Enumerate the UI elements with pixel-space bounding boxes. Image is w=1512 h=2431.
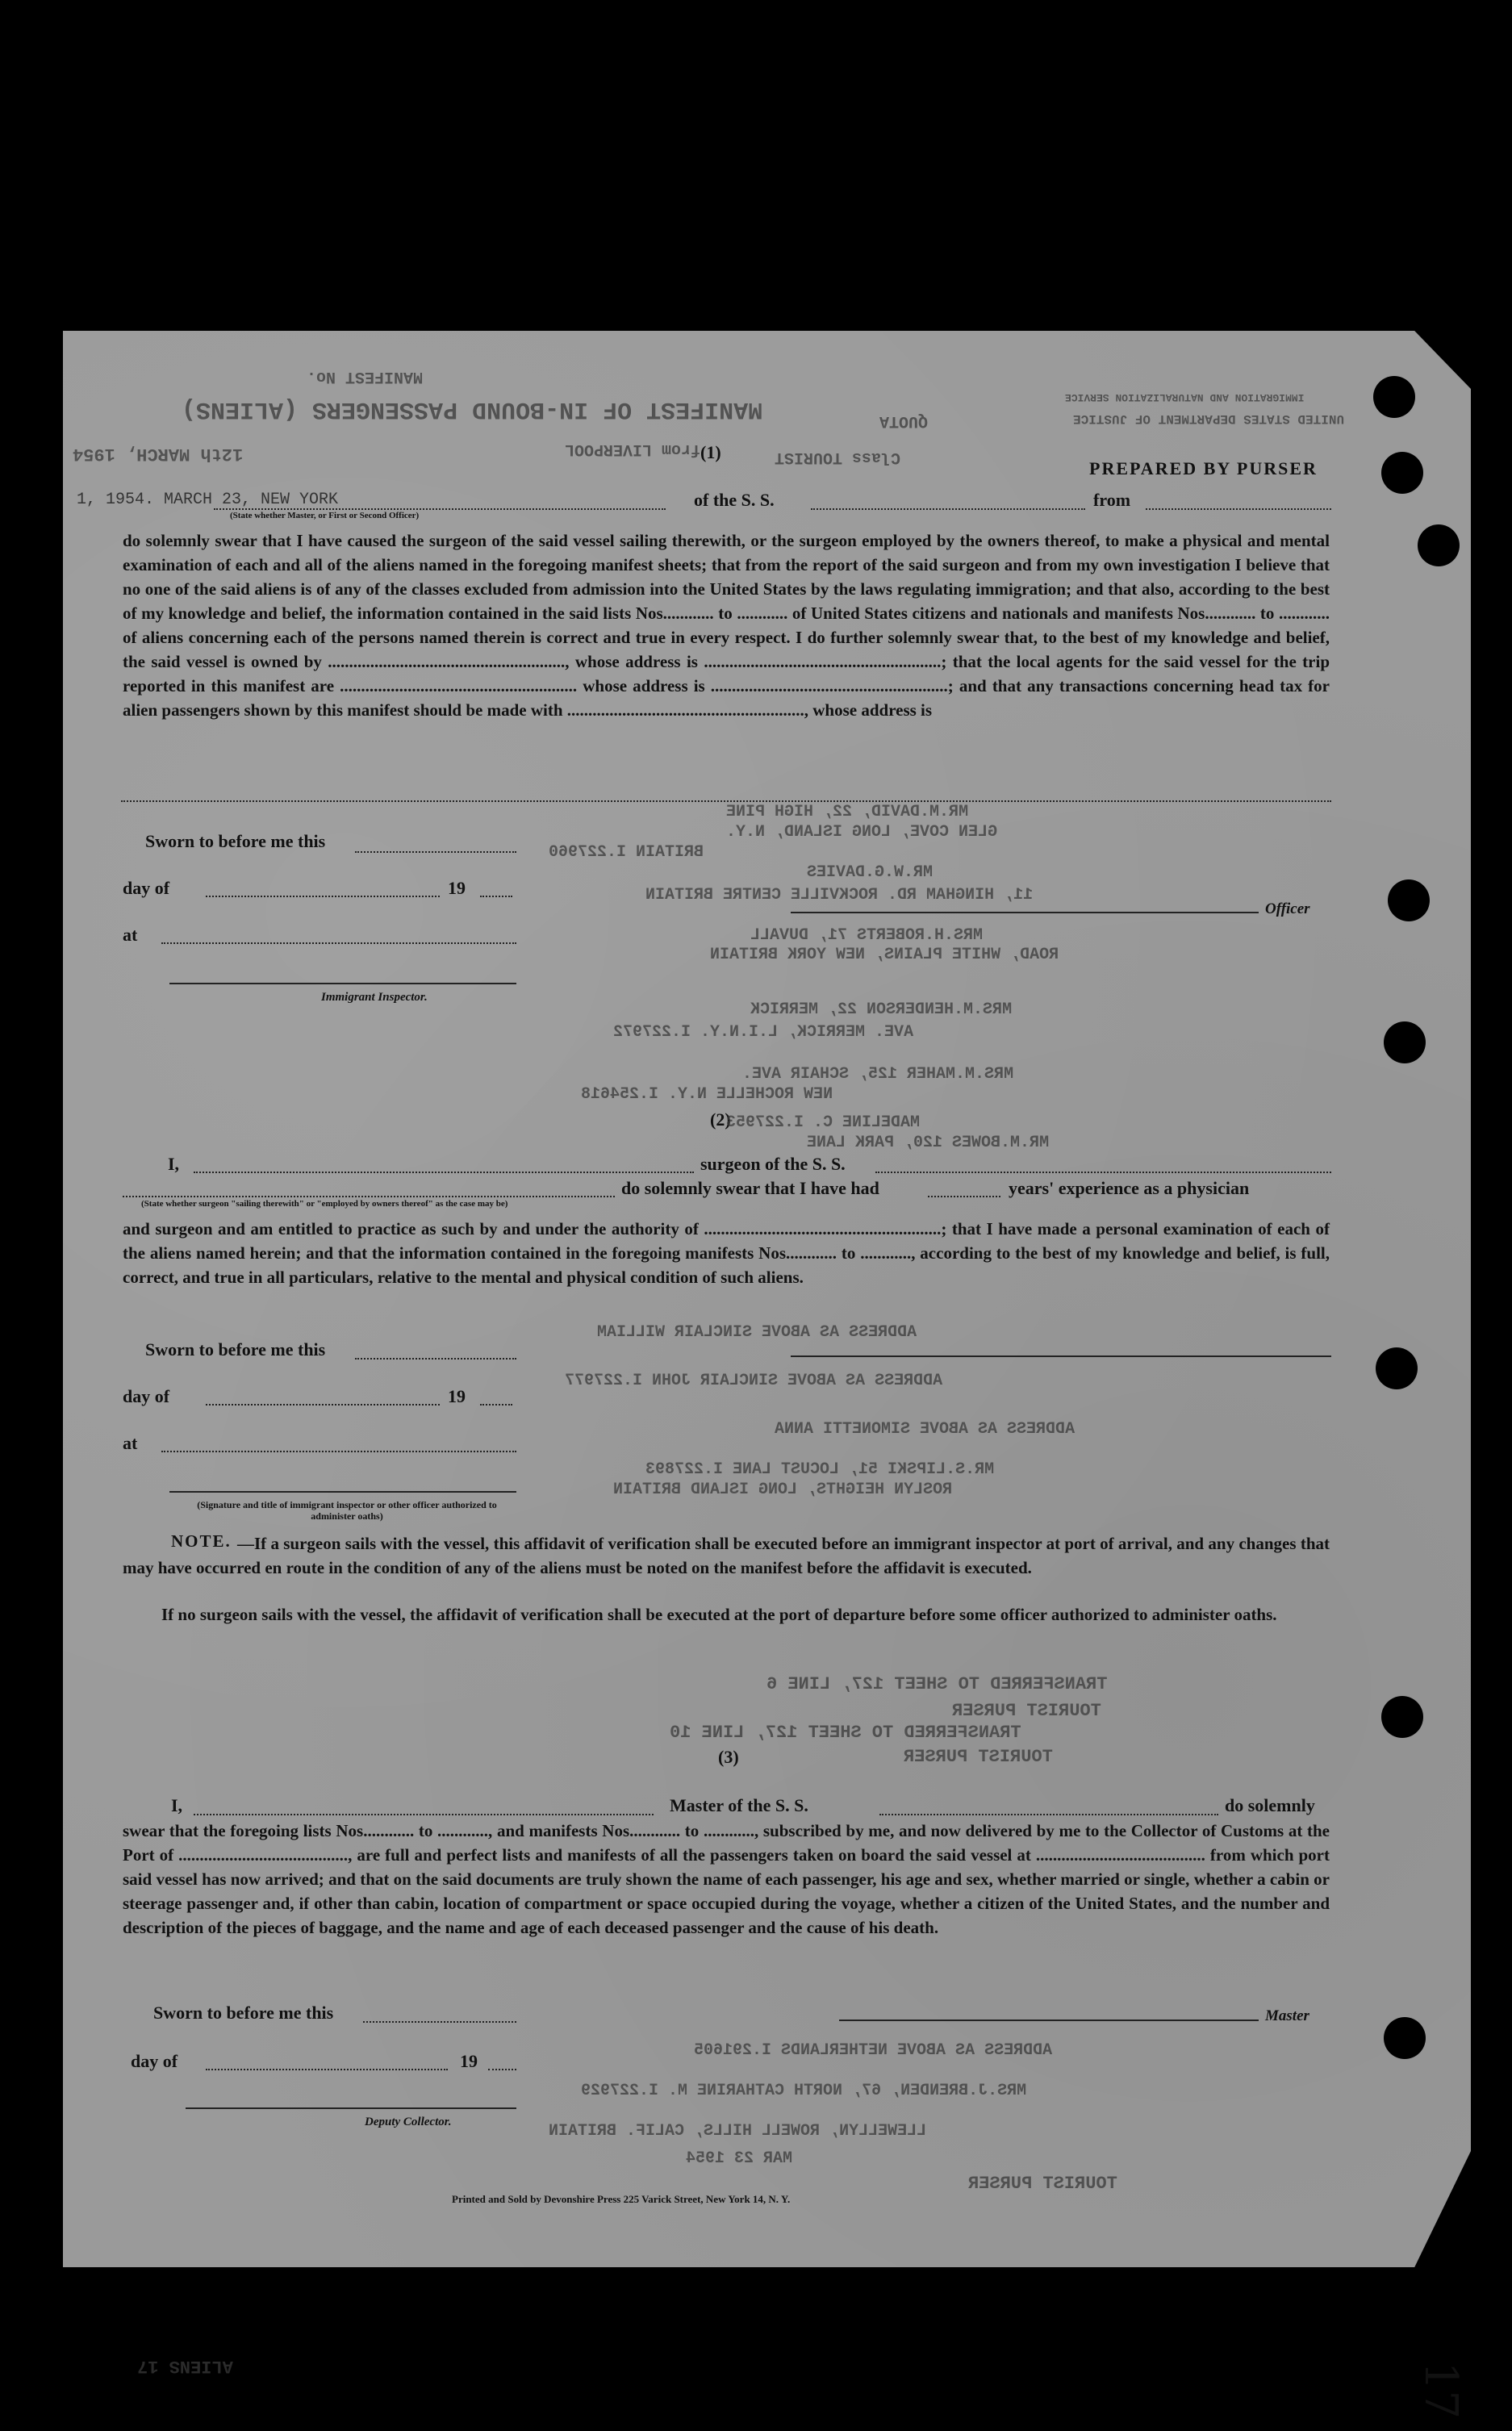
section-2-oath: and surgeon and am entitled to practice as such by and under the authority of ........................................................; that I have made a personal examination of each of the aliens named herein; and that the information contained in the foregoing manifests Nos............ to ............, according to the best of my knowledge and belief, is full, correct, and true in all particulars, relative to the mental and physical condition of such aliens. xyxy=(123,1219,1330,1287)
ghost-text: ROAD, WHITE PLAINS, NEW YORK BRITAIN xyxy=(710,946,1059,964)
punch-hole xyxy=(1373,376,1415,418)
section-3-day-of: day of xyxy=(131,2051,178,2071)
at-line-2 xyxy=(161,1451,516,1452)
ghost-text: 11, HINGHAM RD. ROCKVILLE CENTRE BRITAIN xyxy=(645,886,1034,904)
section-3-sworn: Sworn to before me this xyxy=(153,2003,334,2023)
surgeon-signature-line xyxy=(791,1355,1331,1357)
section-3-oath: swear that the foregoing lists Nos............ to ............, and manifests Nos............ to ............, subscribed by me, and now delivered by me to the Collector of Customs at the Port of ........................................, are full and perfect lists and manifests of all the passengers taken on board the said vessel at ........................................ from which port said vessel has now arrived; and that on the said documents are truly shown the name of each passenger, his age and sex, whether married or single, whether a cabin or steerage passenger and, if other than cabin, location of compartment or space occupied during the voyage, whether a citizen of the United States, and the number and description of the pieces of baggage, and the name and age of each deceased passenger and the cause of his death. xyxy=(123,1821,1330,1937)
master-signature-line xyxy=(839,2020,1259,2021)
ghost-service: IMMIGRATION AND NATURALIZATION SERVICE xyxy=(1065,391,1305,403)
section-2-inspector-line xyxy=(169,1491,516,1493)
of-the-ss-label: of the S. S. xyxy=(694,490,775,510)
section-3-year: 19 xyxy=(460,2051,478,2071)
ghost-text: MRS.H.ROBERTS 71, DUVALL xyxy=(750,926,984,945)
punch-hole xyxy=(1384,1021,1426,1063)
section-2-i: I, xyxy=(168,1154,180,1174)
ghost-text: MRS.M.HENDERSON 22, MERRICK xyxy=(750,1000,1013,1019)
master-name-line xyxy=(194,1814,654,1815)
vessel-name-line xyxy=(811,508,1085,510)
section-2-year: 19 xyxy=(448,1386,466,1406)
at-line xyxy=(161,942,516,944)
officer-name-line xyxy=(214,508,666,510)
section-1-at: at xyxy=(123,925,138,945)
deputy-collector-label: Deputy Collector. xyxy=(365,2116,452,2128)
ghost-text: MR.S.LIPSKI 51, LOCUST LANE I.227893 xyxy=(645,1460,995,1479)
printer-imprint: Printed and Sold by Devonshire Press 225 Varick Street, New York 14, N. Y. xyxy=(452,2193,791,2205)
ghost-class: Class TOURIST xyxy=(775,448,901,466)
ghost-text: ADDRESS AS ABOVE SINCLAIR WILLIAM xyxy=(597,1323,917,1342)
officer-line-prefix: 1, 1954. MARCH 23, NEW YORK xyxy=(77,491,339,509)
ghost-manifest-no: MANIFEST No. xyxy=(307,367,424,386)
prepared-by-purser: PREPARED BY PURSER xyxy=(1089,458,1318,478)
ghost-header-title: MANIFEST OF IN-BOUND PASSENGERS (ALIENS) xyxy=(182,395,763,423)
section-1-number: (1) xyxy=(700,442,721,462)
ghost-text: ROSLYN HEIGHTS, LONG ISLAND BRITAIN xyxy=(613,1481,953,1499)
ghost-text: ADDRESS AS ABOVE SIMONETTI ANNA xyxy=(775,1420,1076,1439)
ghost-text: NEW ROCHELLE N.Y. I.254618 xyxy=(581,1085,833,1104)
inspector-signature-line xyxy=(169,983,516,984)
ghost-text: TOURIST PURSER xyxy=(904,1747,1053,1767)
section-3-solemnly: do solemnly xyxy=(1225,1795,1315,1815)
ghost-text: TOURIST PURSER xyxy=(968,2174,1117,2194)
day-line-3 xyxy=(206,2069,448,2070)
sworn-line-2 xyxy=(355,1358,516,1360)
section-2-sworn: Sworn to before me this xyxy=(145,1339,326,1360)
year-line-3 xyxy=(488,2069,516,2070)
punch-hole xyxy=(1381,1696,1423,1738)
ghost-department: UNITED STATES DEPARTMENT OF JUSTICE xyxy=(1073,411,1345,426)
immigrant-inspector-label: Immigrant Inspector. xyxy=(321,991,428,1004)
note-text-2: If no surgeon sails with the vessel, the affidavit of verification shall be executed at the port of departure before some officer authorized to administer oaths. xyxy=(161,1605,1277,1624)
surgeon-status-note: (State whether surgeon "sailing therewith" or "employed by owners thereof" as the case may be) xyxy=(141,1199,508,1209)
punch-hole xyxy=(1376,1347,1418,1389)
handwritten-number: 17 xyxy=(1414,2361,1468,2420)
ghost-text: LLEWELLYN, ROWELL HILLS, CALIF. BRITAIN xyxy=(549,2122,927,2141)
note-label: NOTE. xyxy=(171,1531,232,1551)
day-line-2 xyxy=(206,1404,440,1406)
section-2-number: (2) xyxy=(710,1109,731,1130)
ghost-text: ADDRESS AS ABOVE NETHERLANDS I.291605 xyxy=(694,2041,1053,2060)
ghost-text: MRS.M.MAHER 125, SCHAIR AVE. xyxy=(742,1065,1014,1084)
ghost-text: TRANSFERRED TO SHEET 127, LINE 10 xyxy=(670,1723,1021,1743)
section-2-swear: do solemnly swear that I have had xyxy=(621,1178,879,1198)
punch-hole xyxy=(1418,524,1460,566)
ghost-date: 12th MARCH, 1954 xyxy=(73,444,244,464)
day-line xyxy=(206,896,440,897)
surgeon-name-line xyxy=(194,1172,694,1173)
ghost-text: GLEN COVE, LONG ISLAND, N.Y. xyxy=(726,823,998,842)
ghost-text: MADELINE C. I.227953 xyxy=(726,1113,921,1132)
year-line xyxy=(480,896,512,897)
ghost-text: BRITAIN I.227960 xyxy=(549,843,704,862)
ghost-text: TOURIST PURSER xyxy=(952,1701,1101,1721)
ghost-quota: QUOTA xyxy=(879,411,929,430)
section-1-long-line xyxy=(121,800,1331,802)
surgeon-status-line xyxy=(123,1196,615,1197)
ghost-text: MAR 23 1954 xyxy=(686,2149,793,2168)
signature-title-note: (Signature and title of immigrant inspector or other officer authorized to administer oaths) xyxy=(197,1499,497,1522)
ghost-text: MRS.J.BRENDEN, 67, NORTH CATHARINE M. I.227929 xyxy=(581,2082,1027,2100)
punch-hole xyxy=(1381,452,1423,494)
section-3-number: (3) xyxy=(718,1747,739,1767)
section-1-sworn: Sworn to before me this xyxy=(145,831,326,851)
years-line xyxy=(928,1196,1000,1197)
ghost-text: MR.M.BOWES 120, PARK LANE xyxy=(807,1134,1050,1152)
punch-hole xyxy=(1384,2017,1426,2059)
section-1-day-of: day of xyxy=(123,878,170,898)
section-2-day-of: day of xyxy=(123,1386,170,1406)
surgeon-of-ss-label: surgeon of the S. S. xyxy=(700,1154,846,1174)
section-2-years: years' experience as a physician xyxy=(1009,1178,1250,1198)
ghost-text: ADDRESS AS ABOVE SINCLAIR JOHN I.227977 xyxy=(565,1372,943,1390)
punch-hole xyxy=(1388,879,1430,921)
section-1-year: 19 xyxy=(448,878,466,898)
ghost-text: ALIENS 17 xyxy=(137,2356,233,2376)
officer-signature-line xyxy=(791,912,1259,913)
officer-rank-note: (State whether Master, or First or Second Officer) xyxy=(230,511,420,520)
from-port-line xyxy=(1146,508,1331,510)
ghost-from: from LIVERPOOL xyxy=(565,440,701,458)
year-line-2 xyxy=(480,1404,512,1406)
sworn-line xyxy=(355,851,516,853)
collector-signature-line xyxy=(186,2107,516,2109)
officer-label: Officer xyxy=(1265,900,1310,917)
surgeon-vessel-line xyxy=(875,1172,1331,1173)
section-3-i: I, xyxy=(171,1795,183,1815)
section-1-oath: do solemnly swear that I have caused the surgeon of the said vessel sailing therewith, or the surgeon employed by the owners thereof, to make a physical and mental examination of each and all of the aliens named in the foregoing manifest sheets; that from the report of the said surgeon and from my own investigation I believe that no one of the said aliens is of any of the classes excluded from admission into the United States by the laws regulating immigration; and that also, according to the best of my knowledge and belief, the information contained in the said lists Nos............ to ............ of United States citizens and nationals and manifests Nos............ to ............ of aliens concerning each of the persons named therein is correct and true in every respect. I do further solemnly swear that, to the best of my knowledge and belief, the said vessel is owned by ........................................................, whose address is ........................................................; that the local agents for the said vessel for the trip reported in this manifest are ........................................................ whose address is ........................................................; and that any transactions concerning head tax for alien passengers shown by this manifest should be made with ........................................................, whose address is xyxy=(123,531,1330,720)
sworn-line-3 xyxy=(363,2021,516,2023)
ghost-text: AVE. MERRICK, L.I.N.Y. I.227972 xyxy=(613,1023,914,1042)
master-of-ss-label: Master of the S. S. xyxy=(670,1795,808,1815)
ghost-text: TRANSFERRED TO SHEET 127, LINE 6 xyxy=(766,1674,1108,1694)
from-label: from xyxy=(1093,490,1131,510)
ghost-text: MR.M.DAVID, 22, HIGH PINE xyxy=(726,803,969,821)
note-text-1: —If a surgeon sails with the vessel, this affidavit of verification shall be executed before an immigrant inspector at port of arrival, and any changes that may have occurred en route in the condition of any of the aliens must be noted on the manifest before the affidavit is executed. xyxy=(123,1534,1330,1577)
master-vessel-line xyxy=(879,1814,1218,1815)
ghost-text: MR.W.G.DAVIES xyxy=(807,863,934,882)
master-label: Master xyxy=(1265,2007,1309,2024)
section-2-at: at xyxy=(123,1433,138,1453)
